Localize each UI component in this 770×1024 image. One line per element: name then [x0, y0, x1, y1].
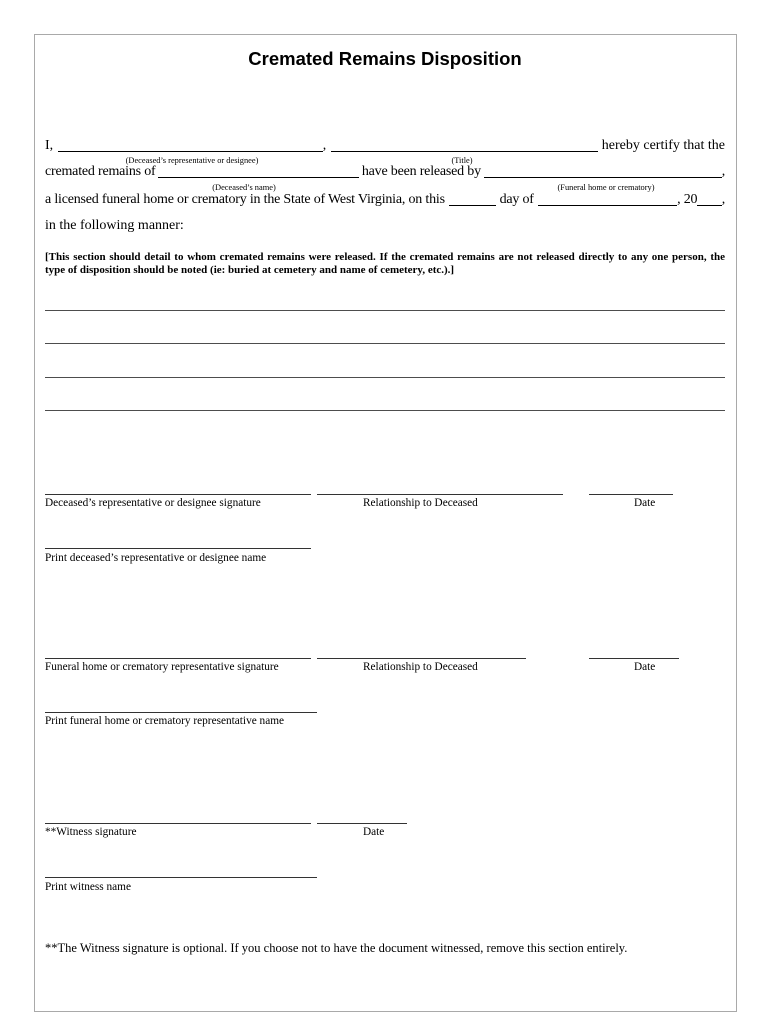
release-day-field[interactable]: [449, 195, 496, 206]
instructions-text-line-2: type of disposition should be noted (ie: buried at cemetery and name of cemetery, etc.).]: [45, 264, 455, 276]
released-by-text: have been released by: [361, 164, 481, 179]
manner-line-2[interactable]: [45, 343, 725, 344]
following-manner-text: in the following manner:: [45, 218, 184, 233]
deceased-name-caption: (Deceased’s name): [212, 183, 276, 192]
funeral-home-caption: (Funeral home or crematory): [557, 183, 655, 192]
certify-suffix-text: hereby certify that the: [601, 138, 725, 153]
funeral-home-print-name-line[interactable]: [45, 712, 317, 713]
funeral-home-field[interactable]: [484, 167, 722, 178]
document-title: Cremated Remains Disposition: [248, 48, 522, 69]
certification-line-4: [45, 218, 725, 234]
manner-line-3[interactable]: [45, 377, 725, 378]
document-page: [34, 34, 737, 1012]
remains-of-text: cremated remains of: [45, 164, 156, 179]
witness-signature-line[interactable]: [45, 823, 311, 824]
representative-print-name-line[interactable]: [45, 548, 311, 549]
funeral-home-relationship-line[interactable]: [317, 658, 526, 659]
manner-line-1[interactable]: [45, 310, 725, 311]
release-month-field[interactable]: [538, 195, 677, 206]
representative-title-caption: (Title): [451, 156, 473, 165]
witness-signature-label: **Witness signature: [45, 826, 137, 838]
certification-line-1: [45, 138, 725, 154]
representative-name-field[interactable]: [58, 141, 323, 152]
funeral-home-date-line[interactable]: [589, 658, 679, 659]
witness-date-line[interactable]: [317, 823, 407, 824]
representative-date-line[interactable]: [589, 494, 673, 495]
funeral-home-signature-line[interactable]: [45, 658, 311, 659]
certify-prefix-text: I,: [45, 138, 54, 153]
representative-print-name-label: Print deceased’s representative or designee name: [45, 552, 267, 564]
funeral-home-signature-label: Funeral home or crematory representative signature: [45, 661, 279, 673]
representative-name-caption: (Deceased’s representative or designee): [125, 156, 259, 165]
line2-end-text: ,: [721, 164, 725, 179]
funeral-home-print-name-label: Print funeral home or crematory representative name: [45, 715, 285, 727]
representative-signature-line[interactable]: [45, 494, 311, 495]
witness-print-name-label: Print witness name: [45, 881, 131, 893]
deceased-name-field[interactable]: [158, 167, 358, 178]
certification-line-2: [45, 164, 725, 180]
representative-title-field[interactable]: [331, 141, 598, 152]
certification-line-3: [45, 192, 725, 208]
funeral-home-date-label: Date: [634, 661, 656, 673]
line3-end-text: ,: [721, 192, 726, 207]
representative-signature-label: Deceased’s representative or designee signature: [45, 497, 261, 509]
representative-relationship-line[interactable]: [317, 494, 563, 495]
day-of-text: day of: [499, 192, 534, 207]
representative-date-label: Date: [634, 497, 656, 509]
instructions-text-line-1: [This section should detail to whom cremated remains were released. If the cremated remains are not released directly to any one person, the: [45, 251, 725, 263]
witness-date-label: Date: [363, 826, 385, 838]
witness-footnote: **The Witness signature is optional. If you choose not to have the document witnessed, remove this section entirely.: [45, 941, 628, 955]
year-prefix-text: , 20: [677, 192, 698, 207]
release-year-field[interactable]: [697, 195, 721, 206]
manner-line-4[interactable]: [45, 410, 725, 411]
funeral-home-relationship-label: Relationship to Deceased: [363, 661, 478, 673]
witness-print-name-line[interactable]: [45, 877, 317, 878]
representative-relationship-label: Relationship to Deceased: [363, 497, 478, 509]
certify-separator-text: ,: [322, 138, 327, 153]
licensed-funeral-home-text: a licensed funeral home or crematory in the State of West Virginia, on this: [45, 192, 445, 207]
